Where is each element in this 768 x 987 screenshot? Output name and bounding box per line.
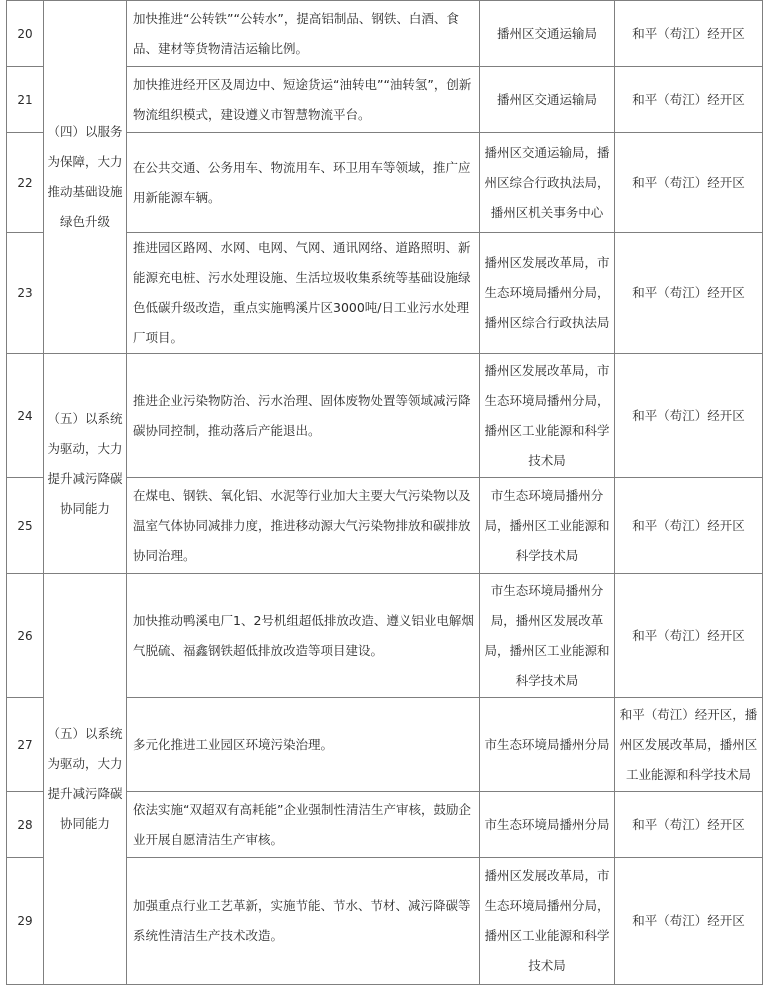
responsible-unit: [480, 1, 615, 67]
category-line: （五）以系统: [47, 410, 123, 426]
category-line: 推动基础设施: [47, 184, 123, 199]
unit-line: 播州区发展改革局，市: [484, 868, 610, 883]
task-content: 加强重点行业工艺革新，实施节能、节水、节材、减污降碳等系统性清洁生产技术改造。: [127, 858, 480, 985]
responsible-unit: [480, 233, 615, 354]
implementing-zone: [615, 233, 763, 354]
category-line: 提升减污降碳: [47, 786, 123, 801]
task-content: 加快推动鸭溪电厂1、2号机组超低排放改造、遵义铝业电解烟气脱硫、福鑫钢铁超低排放改造等项目建设。: [127, 574, 480, 698]
implementing-zone: [615, 858, 763, 985]
responsible-unit: [480, 354, 615, 478]
zone-line: 和平（苟江）经开区，播: [619, 706, 758, 722]
category-line: （五）以系统: [47, 726, 123, 741]
unit-line: 生态环境局播州分局，: [484, 285, 610, 300]
category-line: 绿色升级: [59, 214, 110, 229]
unit-line: 生态环境局播州分局，: [484, 392, 610, 408]
unit-line: 市生态环境局播州分局: [484, 736, 610, 752]
responsible-unit: [480, 574, 615, 698]
row-number: 22: [7, 133, 44, 233]
responsible-unit: [480, 133, 615, 233]
row-number: 23: [7, 233, 44, 354]
category-line: 为保障，大力: [47, 154, 123, 169]
task-content: 在公共交通、公务用车、物流用车、环卫用车等领域，推广应用新能源车辆。: [127, 133, 480, 233]
task-content: 多元化推进工业园区环境污染治理。: [127, 698, 480, 792]
unit-line: 科学技术局: [515, 672, 579, 688]
category-line: 协同能力: [59, 500, 110, 516]
task-table: [6, 0, 763, 985]
category-cell: [44, 574, 127, 985]
unit-line: 播州区机关事务中心: [490, 204, 604, 220]
implementing-zone: [615, 792, 763, 858]
zone-line: 和平（苟江）经开区: [632, 517, 745, 533]
table-row: [7, 574, 763, 698]
responsible-unit: [480, 858, 615, 985]
task-content: 加快推进经开区及周边中、短途货运“油转电”“油转氢”，创新物流组织模式，建设遵义市智慧物流平台。: [127, 67, 480, 133]
responsible-unit: [480, 478, 615, 574]
unit-line: 播州区交通运输局: [496, 91, 597, 107]
implementing-zone: [615, 67, 763, 133]
unit-line: 技术局: [528, 452, 566, 468]
task-content: 在煤电、钢铁、氧化铝、水泥等行业加大主要大气污染物以及温室气体协同减排力度，推进移动源大气污染物排放和碳排放协同治理。: [127, 478, 480, 574]
unit-line: 州区综合行政执法局，: [484, 174, 610, 190]
unit-line: 播州区发展改革局，市: [484, 255, 610, 270]
responsible-unit: [480, 67, 615, 133]
category-line: 协同能力: [59, 816, 110, 831]
row-number: 25: [7, 478, 44, 574]
zone-line: 和平（苟江）经开区: [632, 627, 745, 643]
row-number: 26: [7, 574, 44, 698]
zone-line: 和平（苟江）经开区: [632, 25, 745, 41]
row-number: 27: [7, 698, 44, 792]
responsible-unit: [480, 698, 615, 792]
unit-line: 播州区工业能源和科学: [484, 928, 610, 943]
unit-line: 市生态环境局播州分: [490, 487, 604, 503]
category-line: （四）以服务: [47, 124, 123, 139]
table-row: [7, 1, 763, 67]
task-content: 加快推进“公转铁”“公转水”，提高铝制品、钢铁、白酒、食品、建材等货物清洁运输比例。: [127, 1, 480, 67]
implementing-zone: [615, 478, 763, 574]
zone-line: 和平（苟江）经开区: [632, 91, 745, 107]
task-content: 依法实施“双超双有高耗能”企业强制性清洁生产审核，鼓励企业开展自愿清洁生产审核。: [127, 792, 480, 858]
unit-line: 市生态环境局播州分局: [484, 816, 610, 832]
zone-line: 和平（苟江）经开区: [632, 174, 745, 190]
implementing-zone: [615, 698, 763, 792]
unit-line: 播州区发展改革局，市: [484, 362, 610, 378]
row-number: 28: [7, 792, 44, 858]
zone-line: 和平（苟江）经开区: [632, 285, 745, 300]
zone-line: 和平（苟江）经开区: [632, 816, 745, 832]
implementing-zone: [615, 1, 763, 67]
zone-line: 工业能源和科学技术局: [625, 766, 751, 782]
unit-line: 局，播州区发展改革: [490, 612, 604, 628]
unit-line: 播州区综合行政执法局: [484, 315, 610, 330]
unit-line: 播州区工业能源和科学: [484, 422, 610, 438]
zone-line: 和平（苟江）经开区: [632, 913, 745, 928]
row-number: 20: [7, 1, 44, 67]
implementing-zone: [615, 133, 763, 233]
row-number: 29: [7, 858, 44, 985]
category-cell: [44, 1, 127, 354]
category-line: 为驱动，大力: [47, 440, 123, 456]
task-content: 推进园区路网、水网、电网、气网、通讯网络、道路照明、新能源充电桩、污水处理设施、生活垃圾收集系统等基础设施绿色低碳升级改造，重点实施鸭溪片区3000吨/日工业污水处理厂项目。: [127, 233, 480, 354]
unit-line: 生态环境局播州分局，: [484, 898, 610, 913]
unit-line: 播州区交通运输局: [496, 25, 597, 41]
zone-line: 州区发展改革局，播州区: [619, 736, 758, 752]
unit-line: 市生态环境局播州分: [490, 582, 604, 598]
row-number: 24: [7, 354, 44, 478]
category-cell: [44, 354, 127, 574]
row-number: 21: [7, 67, 44, 133]
implementing-zone: [615, 574, 763, 698]
category-line: 提升减污降碳: [47, 470, 123, 486]
table-row: [7, 354, 763, 478]
task-content: 推进企业污染物防治、污水治理、固体废物处置等领域减污降碳协同控制，推动落后产能退出。: [127, 354, 480, 478]
zone-line: 和平（苟江）经开区: [632, 407, 745, 423]
unit-line: 科学技术局: [515, 547, 579, 563]
unit-line: 局，播州区工业能源和: [484, 517, 610, 533]
unit-line: 局，播州区工业能源和: [484, 642, 610, 658]
unit-line: 技术局: [528, 958, 566, 973]
unit-line: 播州区交通运输局，播: [484, 144, 610, 160]
implementing-zone: [615, 354, 763, 478]
responsible-unit: [480, 792, 615, 858]
category-line: 为驱动，大力: [47, 756, 123, 771]
